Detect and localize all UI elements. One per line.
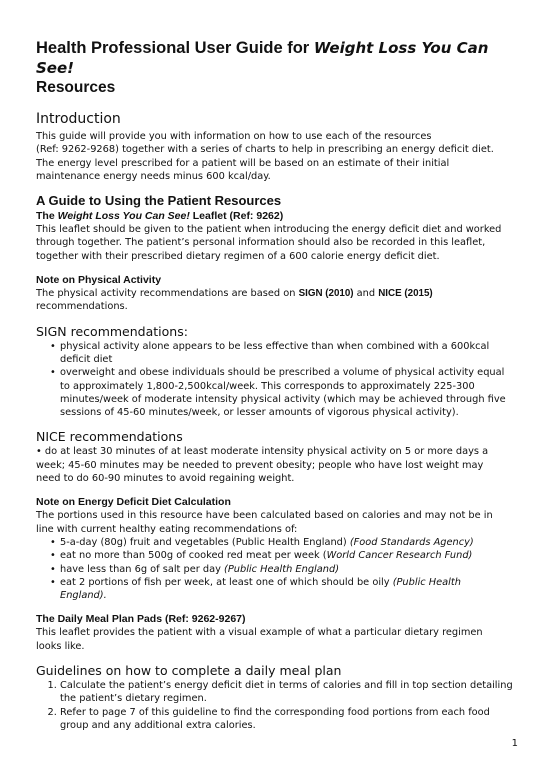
list-item-source: (Public Health England): [224, 563, 340, 575]
leaflet-heading-pre: The: [36, 210, 58, 223]
energy-deficit-heading: Note on Energy Deficit Diet Calculation: [36, 496, 231, 509]
nice-line: need to do 60-90 minutes to avoid regaining weight.: [36, 473, 295, 485]
title-italic: Weight Loss You Can See!: [36, 39, 489, 77]
list-item: [60, 340, 520, 367]
energy-line: line with current healthy eating recommendations of:: [36, 523, 298, 535]
energy-list: [36, 536, 520, 602]
introduction-section: [36, 110, 520, 183]
guide-line: together with their prescribed dietary regimen of a 600 calorie energy deficit diet.: [36, 250, 440, 262]
list-item-line: minutes/week of moderate intensity physical activity (which may be achieved through five: [60, 393, 506, 405]
physical-line: recommendations.: [36, 301, 128, 313]
sign-recommendations-section: [36, 324, 520, 420]
page-title: [36, 38, 520, 78]
list-item-line: the patient’s dietary regimen.: [60, 693, 207, 705]
list-item: [60, 549, 520, 562]
guide-heading: A Guide to Using the Patient Resources: [36, 193, 282, 209]
intro-line: maintenance energy needs minus 600 kcal/day.: [36, 170, 271, 182]
sign-reference: SIGN (2010): [298, 288, 354, 300]
list-item-text: have less than 6g of salt per day: [60, 563, 225, 575]
list-item: [60, 366, 520, 419]
intro-line: This guide will provide you with information on how to use each of the resources: [36, 131, 432, 142]
sign-list: [36, 340, 520, 420]
meal-line: This leaflet provides the patient with a visual example of what a particular dietary regimen: [36, 627, 483, 639]
list-item-line: deficit diet: [60, 353, 113, 365]
intro-line: (Ref: 9262-9268) together with a series of charts to help in prescribing an energy deficit diet.: [36, 144, 494, 156]
guide-section: [36, 193, 520, 263]
guidelines-heading: Guidelines on how to complete a daily meal plan: [36, 663, 342, 679]
leaflet-heading: [36, 209, 520, 223]
list-item-line: physical activity alone appears to be less effective than when combined with a 600kcal: [60, 340, 490, 352]
guidelines-section: [36, 663, 520, 732]
meal-plan-section: [36, 612, 520, 653]
page-subtitle: Resources: [36, 79, 116, 96]
physical-line-pre: The physical activity recommendations are based on: [36, 288, 299, 300]
list-item: [60, 563, 520, 576]
physical-activity-section: [36, 273, 520, 314]
list-item-line: Refer to page 7 of this guideline to find the corresponding food portions from each food: [60, 706, 490, 718]
page-number: 1: [511, 738, 518, 749]
energy-deficit-section: [36, 495, 520, 602]
list-item-source: England).: [60, 590, 107, 602]
physical-line: [36, 287, 520, 300]
list-item-source: (Food Standards Agency): [349, 536, 474, 548]
document-page: [36, 38, 520, 742]
leaflet-heading-post: Leaflet (Ref: 9262): [189, 210, 284, 223]
nice-line: week; 45-60 minutes may be needed to prevent obesity; people who have lost weight may: [36, 459, 484, 471]
guidelines-list: [36, 679, 520, 732]
guide-line: through together. The patient’s personal information should also be recorded in this leaflet,: [36, 237, 486, 249]
list-item-line: group and any additional extra calories.: [60, 719, 256, 731]
physical-activity-heading: Note on Physical Activity: [36, 274, 162, 287]
leaflet-heading-italic: Weight Loss You Can See!: [57, 210, 190, 223]
list-item-line: sessions of 45-60 minutes/week, or lesser amounts of vigorous physical activity).: [60, 407, 459, 419]
nice-recommendations-heading: NICE recommendations: [36, 429, 183, 445]
list-item-line: Calculate the patient’s energy deficit diet in terms of calories and fill in top section detailing: [60, 680, 513, 692]
list-item: [60, 536, 520, 549]
list-item-source: (Public Health: [392, 576, 461, 588]
list-item: [60, 679, 520, 706]
list-item-text: 5-a-day (80g) fruit and vegetables (Public Health England): [60, 536, 350, 548]
list-item-text: eat no more than 500g of cooked red meat per week (: [60, 550, 327, 562]
energy-line: The portions used in this resource have been calculated based on calories and may not be in: [36, 510, 493, 522]
list-item: [60, 576, 520, 603]
guide-line: This leaflet should be given to the patient when introducing the energy deficit diet and worked: [36, 224, 502, 236]
meal-plan-heading: The Daily Meal Plan Pads (Ref: 9262-9267): [36, 613, 246, 626]
meal-line: looks like.: [36, 640, 85, 652]
nice-line: • do at least 30 minutes of at least moderate intensity physical activity on 5 or more days a: [36, 446, 489, 458]
intro-line: The energy level prescribed for a patient will be based on an estimate of their initial: [36, 157, 450, 169]
list-item: [60, 706, 520, 733]
list-item-line: overweight and obese individuals should be prescribed a volume of physical activity equal: [60, 367, 505, 379]
list-item-source: World Cancer Research Fund): [326, 550, 473, 562]
nice-reference: NICE (2015): [378, 288, 433, 300]
nice-recommendations-section: [36, 429, 520, 485]
sign-recommendations-heading: SIGN recommendations:: [36, 323, 188, 339]
list-item-line: to approximately 1,800-2,500kcal/week. This corresponds to approximately 225-300: [60, 380, 475, 392]
title-prefix: Health Professional User Guide for: [36, 39, 314, 57]
physical-and: and: [353, 288, 379, 300]
introduction-heading: Introduction: [36, 111, 121, 127]
list-item-text: eat 2 portions of fish per week, at least one of which should be oily: [60, 576, 393, 588]
